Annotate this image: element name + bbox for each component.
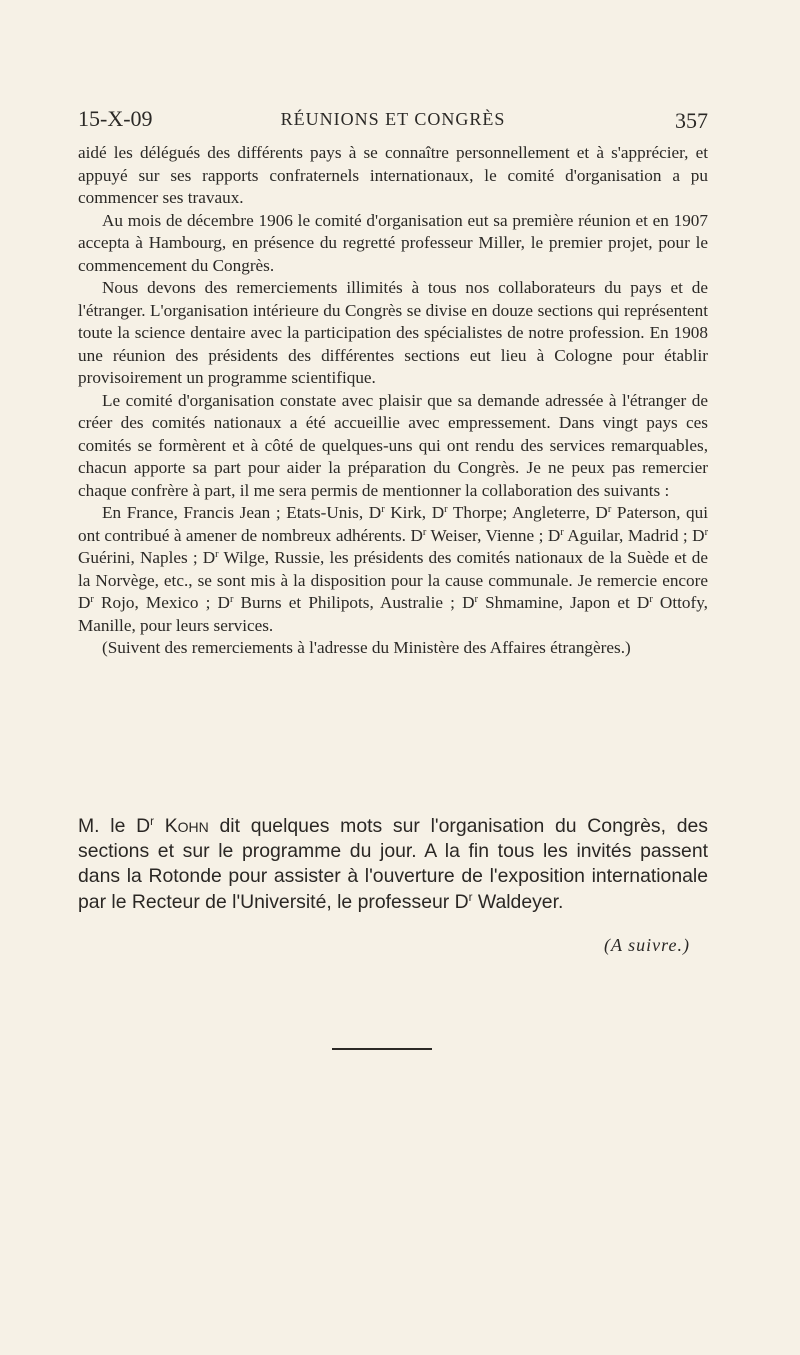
speaker-name: Kohn [164,815,209,837]
section-divider [332,1048,432,1050]
paragraph-december-1906: Au mois de décembre 1906 le comité d'organisation eut sa première réunion et en 1907 accepta à Hambourg, en présence du regretté professeur Miller, le premier projet, pour le commencement du Congrès. [78,210,708,275]
running-head [78,104,708,134]
paragraph-collaborators: En France, Francis Jean ; Etats-Unis, $D^r$ Kirk, $D^r$ Thorpe; Angleterre, $D^r$ Paterson, qui ont contribué à amener de nombreux adhérents. $D^r$ Weiser, Vienne ; $D^r$ Aguilar, Madrid ; $D^r$ Guérini, Naples ; $D^r$ Wilge, Russie, les présidents des comités nationaux de la Suède et de la Norvège, etc., se sont mis à la disposition pour la cause communale. Je remercie encore $D^r$ Rojo, Mexico ; $D^r$ Burns et Philipots, Australie ; $D^r$ Shmamine, Japon et $D^r$ Ottofy, Manille, pour leurs services. [78,503,708,635]
header-title: RÉUNIONS ET CONGRÈS [280,109,506,129]
kohn-paragraph: M. le $D^r$ Kohn dit quelques mots sur l'organisation du Congrès, des sections et sur le programme du jour. A la fin tous les invités passent dans la Rotonde pour assister à l'ouverture de l'exposition internationale par le Recteur de l'Université, le professeur $D^r$ Waldeyer. [78,815,708,913]
page-number: 357 [675,108,708,133]
continuation-note: (A suivre.) [604,935,690,955]
body-text [78,142,708,660]
paragraph-continued: aidé les délégués des différents pays à se connaître personnellement et à s'apprécier, et appuyé sur ses rapports confraternels internationaux, le comité d'organisation a pu commencer ses travaux. [78,143,708,207]
header-date: 15-X-09 [78,106,153,131]
paragraph-national-committees: Le comité d'organisation constate avec plaisir que sa demande adressée à l'étranger de créer des comités nationaux a été accueillie avec empressement. Dans vingt pays ces comités se formèrent et à côté de quelques-uns qui ont rendu des services remarquables, chacun apporte sa part pour aider la préparation du Congrès. Je ne peux pas remercier chaque confrère à part, il me sera permis de mentionner la collaboration des suivants : [78,390,708,500]
paragraph-ministry-note: (Suivent des remerciements à l'adresse du Ministère des Affaires étrangères.) [102,638,631,657]
paragraph-thanks: Nous devons des remerciements illimités à tous nos collaborateurs du pays et de l'étranger. L'organisation intérieure du Congrès se divise en douze sections qui représentent toute la science dentaire avec la participation des spécialistes de notre profession. En 1908 une réunion des présidents des différentes sections eut lieu à Cologne pour établir provisoirement un programme scientifique. [78,278,708,387]
